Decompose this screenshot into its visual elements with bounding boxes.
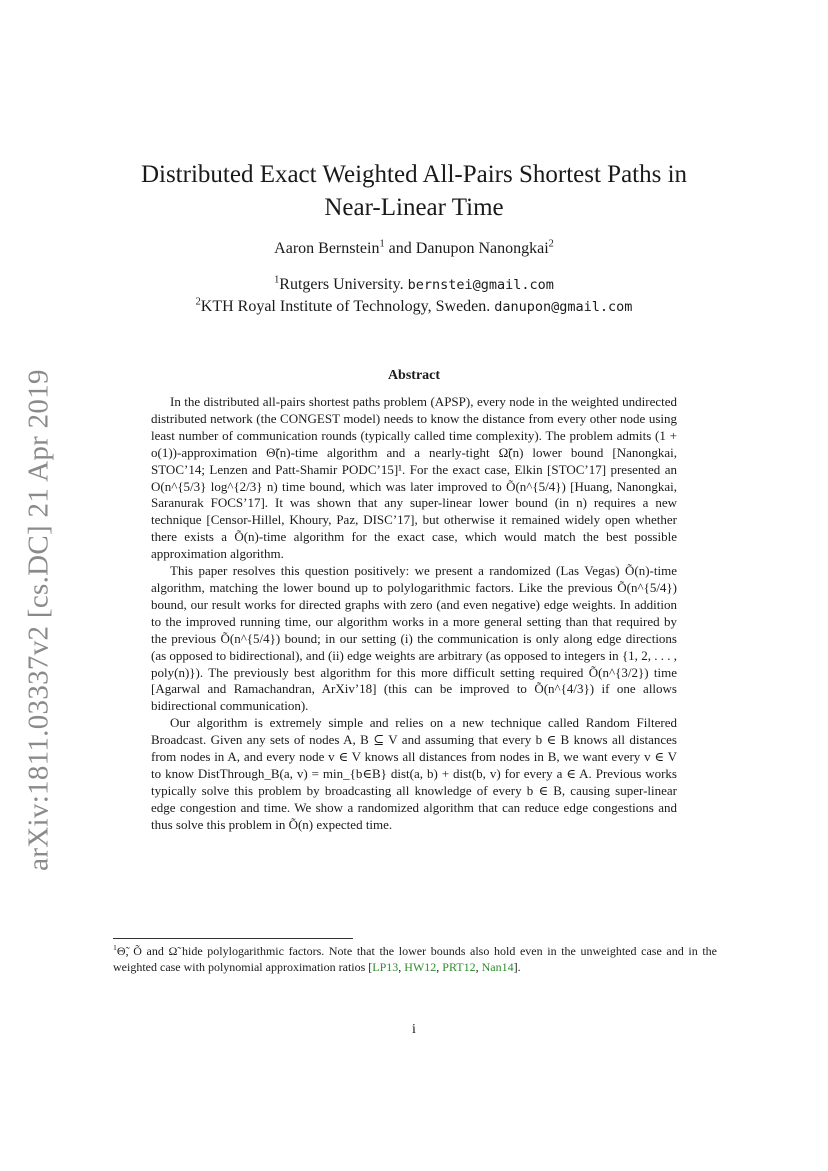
- citation-link-nan14[interactable]: Nan14: [481, 960, 514, 974]
- author-1: Aaron Bernstein: [274, 240, 380, 257]
- affiliation-1-mark: 1: [274, 274, 280, 286]
- author-1-affil-mark: 1: [379, 238, 385, 250]
- affiliation-1: [100, 274, 728, 296]
- affiliation-2-mark: 2: [195, 296, 201, 308]
- title-line-1: Distributed Exact Weighted All-Pairs Shortest Paths in: [140, 161, 688, 188]
- affiliation-2-name: KTH Royal Institute of Technology, Sweden.: [200, 298, 495, 315]
- abstract-paragraph: Our algorithm is extremely simple and relies on a new technique called Random Filtered Broadcast. Given any sets of nodes A, B ⊆ V and assuming that every b ∈ B knows all distances from nodes in A, and every node v ∈ V knows all distances from nodes in B, we want every v ∈ V to know DistThrough_B(a, v) = min_{b∈B} dist(a, b) + dist(b, v) for every a ∈ A. Previous works typically solve this problem by broadcasting all knowledge of every b ∈ B, causing super-linear edge congestion and time. We show a randomized algorithm that can reduce edge congestions and thus solve this problem in Õ(n) expected time.: [151, 715, 677, 832]
- affiliation-1-name: Rutgers University.: [279, 276, 408, 293]
- paper-title: [100, 158, 728, 224]
- email-link-2[interactable]: danupon@gmail.com: [494, 299, 633, 315]
- author-2-affil-mark: 2: [548, 238, 554, 250]
- author-list: [100, 240, 728, 258]
- author-conjunction: and: [384, 240, 416, 257]
- footnote-end: ].: [513, 960, 521, 974]
- footnote-text: Θ̃, Õ and Ω̃ hide polylogarithmic factors. Note that the lower bounds also hold even in the unweighted case and in the weighted case with polynomial approximation ratios [: [113, 944, 717, 974]
- footnote-mark: 1: [113, 943, 117, 952]
- citation-separator: ,: [398, 960, 405, 974]
- affiliations: [100, 274, 728, 318]
- abstract-body: [151, 394, 677, 834]
- email-link-1[interactable]: bernstei@gmail.com: [407, 277, 554, 293]
- footnote: [113, 943, 717, 975]
- abstract-heading: Abstract: [387, 368, 441, 383]
- arxiv-side-stamp: [19, 360, 59, 880]
- abstract-paragraph: In the distributed all-pairs shortest paths problem (APSP), every node in the weighted undirected distributed network (the CONGEST model) needs to know the distance from every other node using least number of communication rounds (typically called time complexity). The problem admits (1 + o(1))-approximation Θ̃(n)-time algorithm and a nearly-tight Ω̃(n) lower bound [Nanongkai, STOC’14; Lenzen and Patt-Shamir PODC’15]¹. For the exact case, Elkin [STOC’17] presented an O(n^{5/3} log^{2/3} n) time bound, which was later improved to Õ(n^{5/4}) [Huang, Nanongkai, Saranurak FOCS’17]. It was shown that any super-linear lower bound (in n) requires a new technique [Censor-Hillel, Khoury, Paz, DISC’17], but otherwise it remained widely open whether there exists a Õ(n)-time algorithm for the exact case, which would match the best possible approximation algorithm.: [151, 394, 677, 562]
- arxiv-identifier: arXiv:1811.03337v2 [cs.DC] 21 Apr 2019: [22, 369, 55, 871]
- citation-link-hw12[interactable]: HW12: [404, 960, 437, 974]
- citation-link-prt12[interactable]: PRT12: [442, 960, 476, 974]
- citation-separator: ,: [475, 960, 482, 974]
- title-line-2: Near-Linear Time: [324, 194, 504, 221]
- abstract-paragraph: This paper resolves this question positively: we present a randomized (Las Vegas) Õ(n)-time algorithm, matching the lower bound up to polylogarithmic factors. Like the previous Õ(n^{5/4}) bound, our result works for directed graphs with zero (and even negative) edge weights. In addition to the improved running time, our algorithm works in a more general setting than that required by the previous Õ(n^{5/4}) bound; in our setting (i) the communication is only along edge directions (as opposed to bidirectional), and (ii) edge weights are arbitrary (as opposed to integers in {1, 2, . . . , poly(n)}). The previously best algorithm for this more difficult setting required Õ(n^{3/2}) time [Agarwal and Ramachandran, ArXiv’18] (this can be improved to Õ(n^{4/3}) if one allows bidirectional communication).: [151, 563, 677, 714]
- citation-separator: ,: [436, 960, 443, 974]
- page-number: i: [412, 1022, 416, 1037]
- affiliation-2: [100, 296, 728, 318]
- citation-link-lp13[interactable]: LP13: [372, 960, 399, 974]
- footnote-rule: [113, 938, 353, 939]
- author-2: Danupon Nanongkai: [415, 240, 549, 257]
